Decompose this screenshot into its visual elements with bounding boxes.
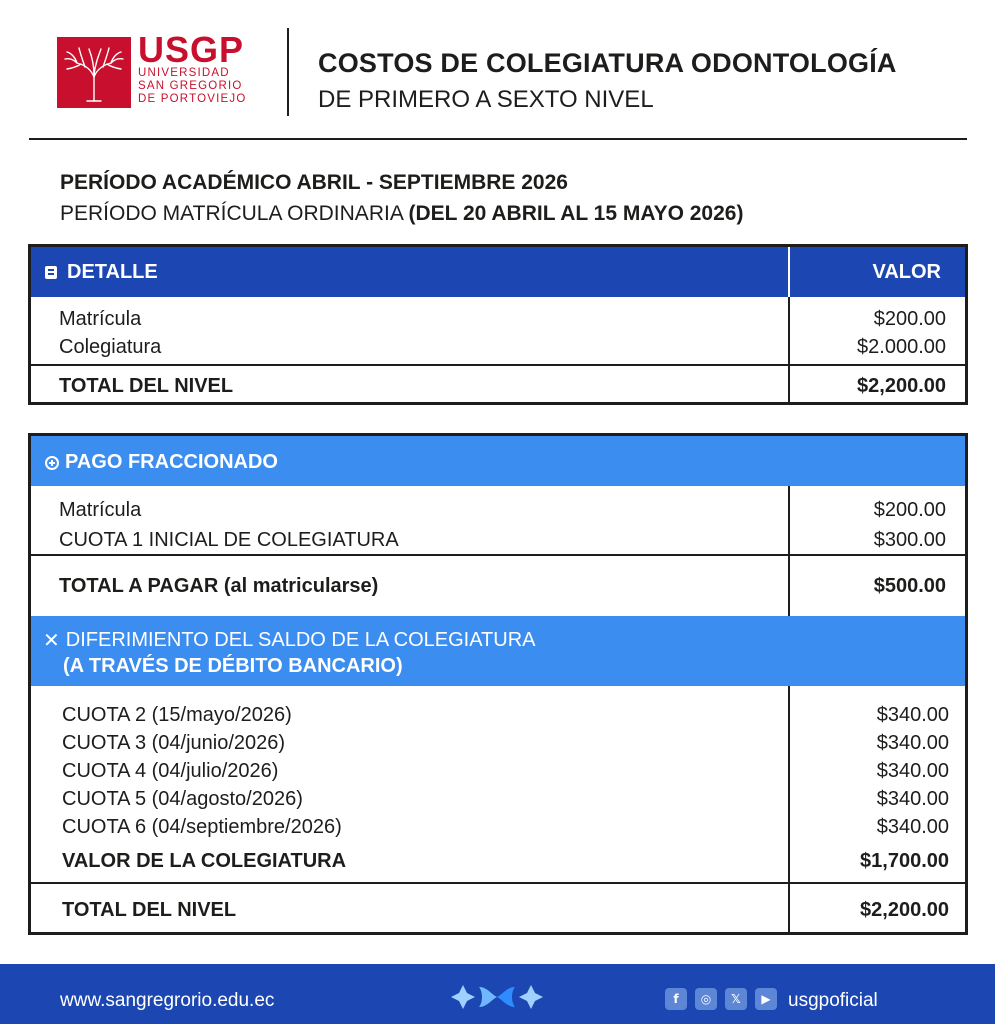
social-links <box>665 988 777 1010</box>
instagram-icon[interactable]: ◎ <box>695 988 717 1010</box>
quota-value: $340.00 <box>876 816 949 838</box>
quota-label: CUOTA 4 (04/julio/2026) <box>62 760 279 782</box>
deferral-title: DIFERIMIENTO DEL SALDO DE LA COLEGIATURA <box>65 628 536 651</box>
list-icon <box>45 266 57 279</box>
page-subtitle: DE PRIMERO A SEXTO NIVEL <box>318 86 654 113</box>
x-icon[interactable]: 𝕏 <box>725 988 747 1010</box>
column-divider <box>788 486 790 616</box>
installment-row-label: CUOTA 1 INICIAL DE COLEGIATURA <box>59 529 399 551</box>
brand-line-1: UNIVERSIDAD <box>138 67 230 79</box>
quota-label: CUOTA 3 (04/junio/2026) <box>62 732 286 754</box>
detail-total-value: $2,200.00 <box>857 375 946 397</box>
social-handle[interactable]: usgpoficial <box>788 990 878 1011</box>
installment-header-label <box>45 451 278 474</box>
installment-header <box>31 436 965 486</box>
brand-line-3: DE PORTOVIEJO <box>138 93 247 105</box>
footer <box>0 964 995 1024</box>
enrollment-dates: (DEL 20 ABRIL AL 15 MAYO 2026) <box>408 202 744 225</box>
value-header: VALOR <box>872 261 941 283</box>
plus-circle-icon <box>45 456 59 470</box>
detail-table <box>28 244 968 405</box>
detail-total-label: TOTAL DEL NIVEL <box>59 375 234 397</box>
deferral-line-2: (A TRAVÉS DE DÉBITO BANCARIO) <box>63 655 403 677</box>
detail-row-label: Matrícula <box>59 308 142 330</box>
tuition-label: VALOR DE LA COLEGIATURA <box>62 850 347 872</box>
enrollment-label: PERÍODO MATRÍCULA ORDINARIA <box>60 202 409 225</box>
header <box>0 0 995 140</box>
academic-period: PERÍODO ACADÉMICO ABRIL - SEPTIEMBRE 2026 <box>60 171 568 194</box>
installment-row-label: Matrícula <box>59 499 142 521</box>
quota-value: $340.00 <box>876 760 949 782</box>
total-separator <box>31 364 965 366</box>
header-rule <box>29 138 967 140</box>
youtube-icon[interactable]: ▶ <box>755 988 777 1010</box>
column-divider <box>788 686 790 932</box>
brand-wordmark <box>138 29 247 106</box>
quota-value: $340.00 <box>876 704 949 726</box>
brand-line-2: SAN GREGORIO <box>138 80 243 92</box>
installment-table <box>28 433 968 935</box>
deferral-band <box>31 616 965 686</box>
installment-header-text: PAGO FRACCIONADO <box>65 451 278 473</box>
detail-row-value: $200.00 <box>873 308 946 330</box>
header-divider <box>287 28 289 116</box>
detail-row-label: Colegiatura <box>59 336 162 358</box>
quota-value: $340.00 <box>876 732 949 754</box>
installment-row-value: $200.00 <box>873 499 946 521</box>
quota-label: CUOTA 2 (15/mayo/2026) <box>62 704 292 726</box>
brand-acronym: USGP <box>138 29 245 70</box>
quota-label: CUOTA 5 (04/agosto/2026) <box>62 788 303 810</box>
header-column-divider <box>788 247 790 297</box>
close-icon: ✕ <box>43 628 60 652</box>
installment-total-value: $2,200.00 <box>860 899 949 921</box>
usgp-tree-logo <box>57 37 131 108</box>
detail-header-label <box>45 261 158 284</box>
enrollment-period <box>60 202 743 226</box>
facebook-icon[interactable]: f <box>665 988 687 1010</box>
installment-row-value: $300.00 <box>873 529 946 551</box>
detail-table-header <box>31 247 965 297</box>
tuition-value: $1,700.00 <box>860 850 949 872</box>
pay-total-label: TOTAL A PAGAR (al matricularse) <box>59 575 379 597</box>
total-separator <box>31 882 965 884</box>
quota-value: $340.00 <box>876 788 949 810</box>
deferral-line-1 <box>43 628 536 652</box>
pay-separator <box>31 554 965 556</box>
installment-total-label: TOTAL DEL NIVEL <box>62 899 237 921</box>
quota-label: CUOTA 6 (04/septiembre/2026) <box>62 816 342 838</box>
page-title: COSTOS DE COLEGIATURA ODONTOLOGÍA <box>318 48 897 78</box>
detail-row-value: $2.000.00 <box>857 336 946 358</box>
brand-emblem-icon <box>449 982 545 1012</box>
detail-header-text: DETALLE <box>67 261 158 283</box>
website-link[interactable]: www.sangregrorio.edu.ec <box>60 990 275 1011</box>
pay-total-value: $500.00 <box>873 575 946 597</box>
